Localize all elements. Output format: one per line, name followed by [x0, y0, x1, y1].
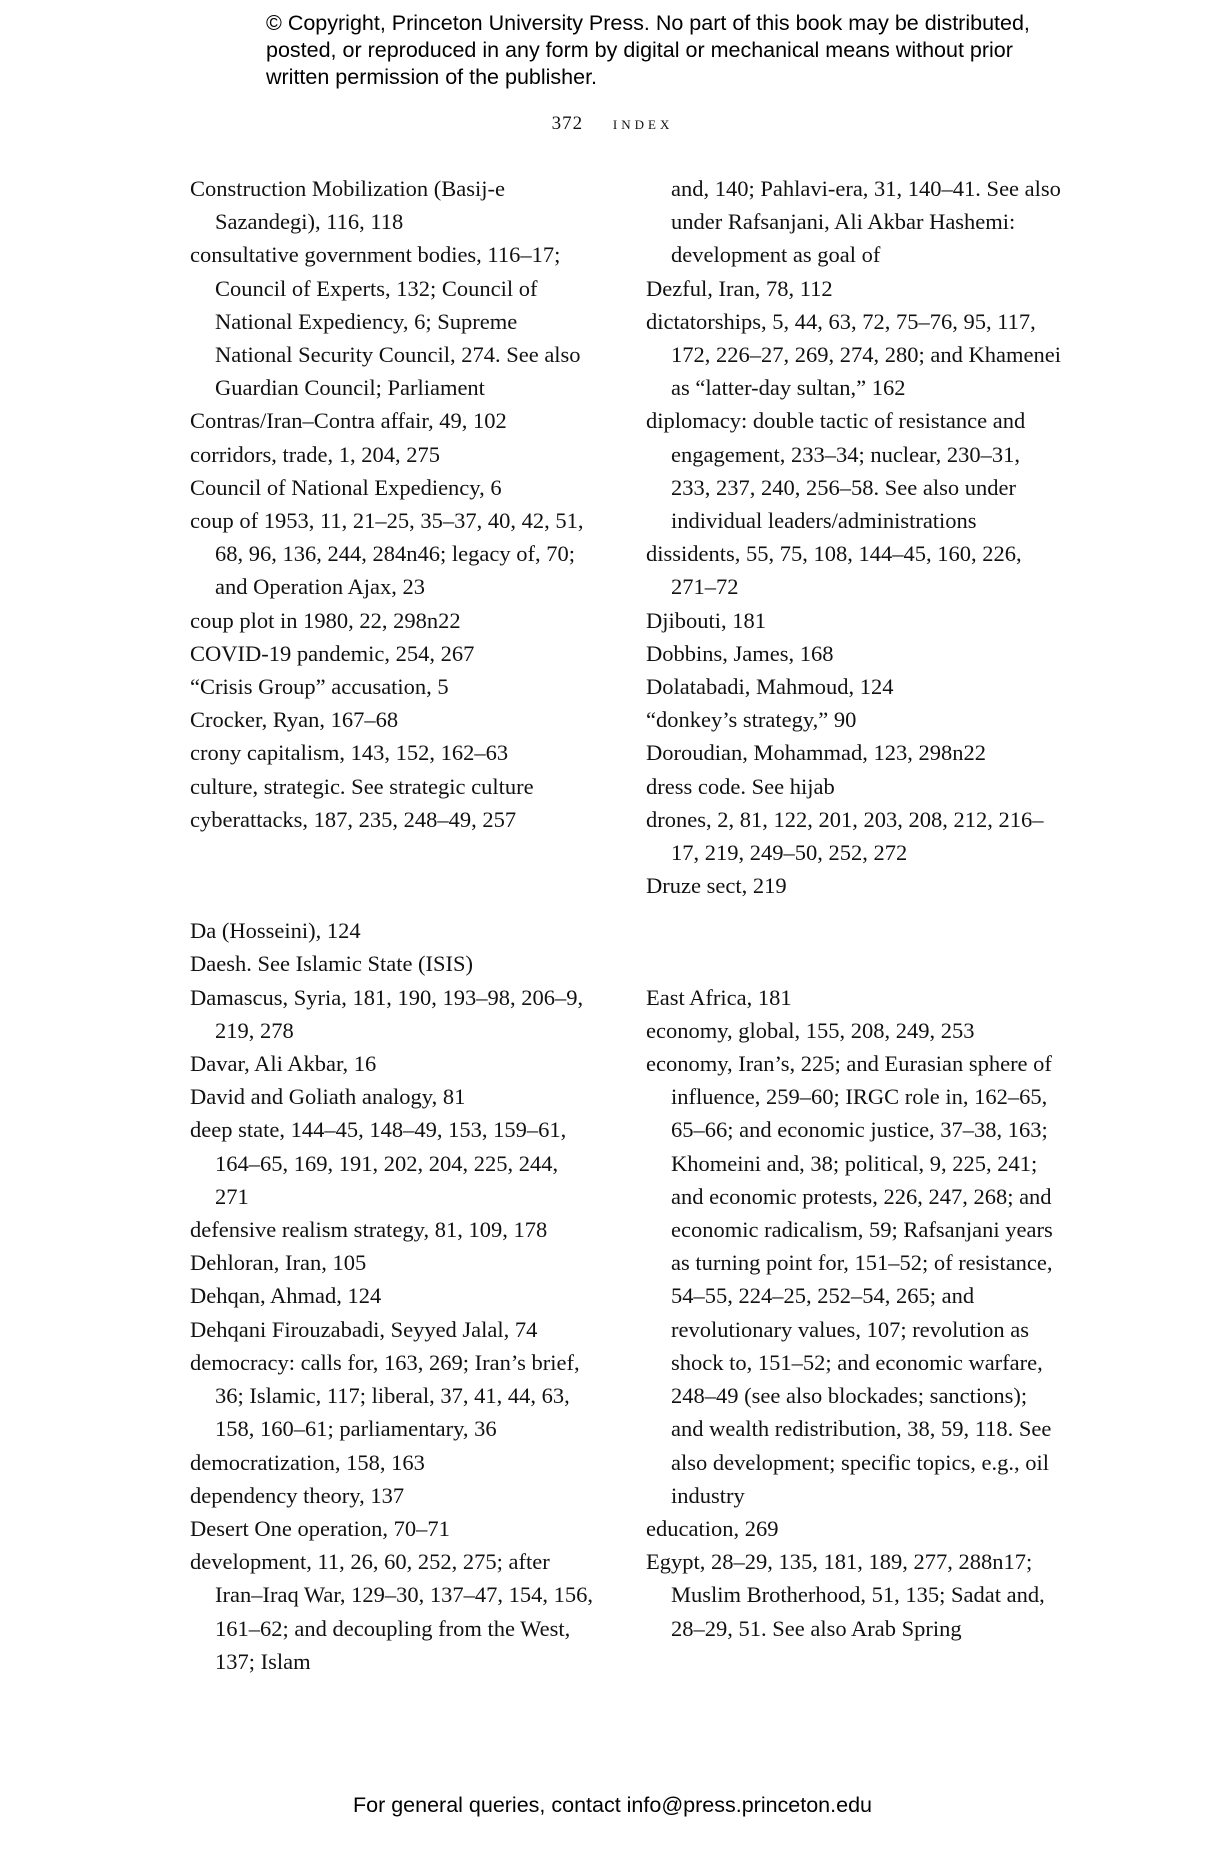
index-entry: diplomacy: double tactic of resistance and engagement, 233–34; nuclear, 230–31, 233, 237, 240, 256–58. See also under individual leaders/administrations [646, 408, 1026, 534]
index-entry: David and Goliath analogy, 81 [190, 1084, 466, 1110]
running-head [0, 113, 1225, 135]
index-entry: dependency theory, 137 [190, 1482, 405, 1508]
index-entry: Djibouti, 181 [646, 607, 767, 633]
index-entry: economy, Iran’s, 225; and Eurasian sphere of influence, 259–60; IRGC role in, 162–65, 65–66; and economic justice, 37–38, 163; Khomeini and, 38; political, 9, 225, 241; and economic protests, 226, 247, 268; and economic radicalism, 59; Rafsanjani years as turning point for, 151–52; of resistance, 54–55, 224–25, 252–54, 265; and revolutionary values, 107; revolution as shock to, 151–52; and economic warfare, 248–49 (see also blockades; sanctions); and wealth redistribution, 38, 59, 118. See also development; specific topics, e.g., oil industry [646, 1051, 1053, 1508]
page-number: 372 [551, 113, 584, 134]
index-entry: Daesh. See Islamic State (ISIS) [190, 951, 474, 977]
index-entry: Crocker, Ryan, 167–68 [190, 707, 399, 733]
index-entry: dissidents, 55, 75, 108, 144–45, 160, 226, 271–72 [646, 541, 1022, 600]
index-entry: Doroudian, Mohammad, 123, 298n22 [646, 740, 986, 766]
index-entry: Egypt, 28–29, 135, 181, 189, 277, 288n17; Muslim Brotherhood, 51, 135; Sadat and, 28–29, 51. See also Arab Spring [646, 1549, 1045, 1641]
index-entry: “Crisis Group” accusation, 5 [190, 674, 449, 700]
index-entry: cyberattacks, 187, 235, 248–49, 257 [190, 806, 517, 832]
index-entry: East Africa, 181 [646, 984, 792, 1010]
index-entry: “donkey’s strategy,” 90 [646, 707, 857, 733]
index-entry: Davar, Ali Akbar, 16 [190, 1051, 377, 1077]
index-entry: Da (Hosseini), 124 [190, 918, 361, 944]
index-entry: development, 11, 26, 60, 252, 275; after Iran–Iraq War, 129–30, 137–47, 154, 156, 161–62; and decoupling from the West, 137; Islam [190, 1549, 594, 1674]
index-entry: Dehloran, Iran, 105 [190, 1250, 367, 1276]
index-entry: Desert One operation, 70–71 [190, 1515, 450, 1541]
index-entry: economy, global, 155, 208, 249, 253 [646, 1017, 975, 1043]
index-entry: Dolatabadi, Mahmoud, 124 [646, 674, 894, 700]
index-entry: Dehqan, Ahmad, 124 [190, 1283, 382, 1309]
index-entry: dictatorships, 5, 44, 63, 72, 75–76, 95, 117, 172, 226–27, 269, 274, 280; and Khamenei as “latter-day sultan,” 162 [646, 308, 1061, 401]
index-entry: Dezful, Iran, 78, 112 [646, 275, 833, 301]
section-title: index [612, 113, 674, 134]
letter-gap [646, 925, 1061, 958]
index-entry: consultative government bodies, 116–17; Council of Experts, 132; Council of National Expediency, 6; Supreme National Security Council, 274. See also Guardian Council; Parliament [190, 242, 581, 401]
letter-gap [190, 859, 595, 892]
index-entry: dress code. See hijab [646, 773, 835, 799]
index-entry: Construction Mobilization (Basij-e Sazandegi), 116, 118 [190, 176, 505, 235]
index-entry: crony capitalism, 143, 152, 162–63 [190, 740, 509, 766]
index-column-right [646, 172, 1061, 1645]
index-entry: culture, strategic. See strategic culture [190, 773, 534, 799]
index-entry: coup of 1953, 11, 21–25, 35–37, 40, 42, 51, 68, 96, 136, 244, 284n46; legacy of, 70; and Operation Ajax, 23 [190, 508, 584, 600]
index-entry: education, 269 [646, 1515, 779, 1541]
index-entry: defensive realism strategy, 81, 109, 178 [190, 1217, 548, 1243]
index-entry: Dehqani Firouzabadi, Seyyed Jalal, 74 [190, 1316, 538, 1342]
index-entry: deep state, 144–45, 148–49, 153, 159–61, 164–65, 169, 191, 202, 204, 225, 244, 271 [190, 1117, 567, 1209]
index-entry: and, 140; Pahlavi-era, 31, 140–41. See also under Rafsanjani, Ali Akbar Hashemi: development as goal of [671, 176, 1061, 268]
index-entry: Damascus, Syria, 181, 190, 193–98, 206–9, 219, 278 [190, 984, 584, 1043]
copyright-notice: © Copyright, Princeton University Press. No part of this book may be distributed, posted, or reproduced in any form by digital or mechanical means without prior written permission of the publisher. [266, 11, 1030, 89]
index-entry: drones, 2, 81, 122, 201, 203, 208, 212, 216–17, 219, 249–50, 252, 272 [646, 806, 1044, 866]
index-entry: coup plot in 1980, 22, 298n22 [190, 607, 461, 633]
index-entry: democracy: calls for, 163, 269; Iran’s brief, 36; Islamic, 117; liberal, 37, 41, 44, 63, 158, 160–61; parliamentary, 36 [190, 1349, 580, 1442]
index-entry: Dobbins, James, 168 [646, 640, 834, 666]
index-entry: COVID-19 pandemic, 254, 267 [190, 640, 475, 666]
index-entry: Council of National Expediency, 6 [190, 474, 502, 500]
footer-contact: For general queries, contact info@press.princeton.edu [352, 1793, 872, 1817]
index-entry: corridors, trade, 1, 204, 275 [190, 441, 440, 467]
index-entry: Druze sect, 219 [646, 873, 787, 899]
index-entry: Contras/Iran–Contra affair, 49, 102 [190, 408, 507, 434]
index-column-left [190, 172, 595, 1678]
index-entry: democratization, 158, 163 [190, 1449, 425, 1475]
